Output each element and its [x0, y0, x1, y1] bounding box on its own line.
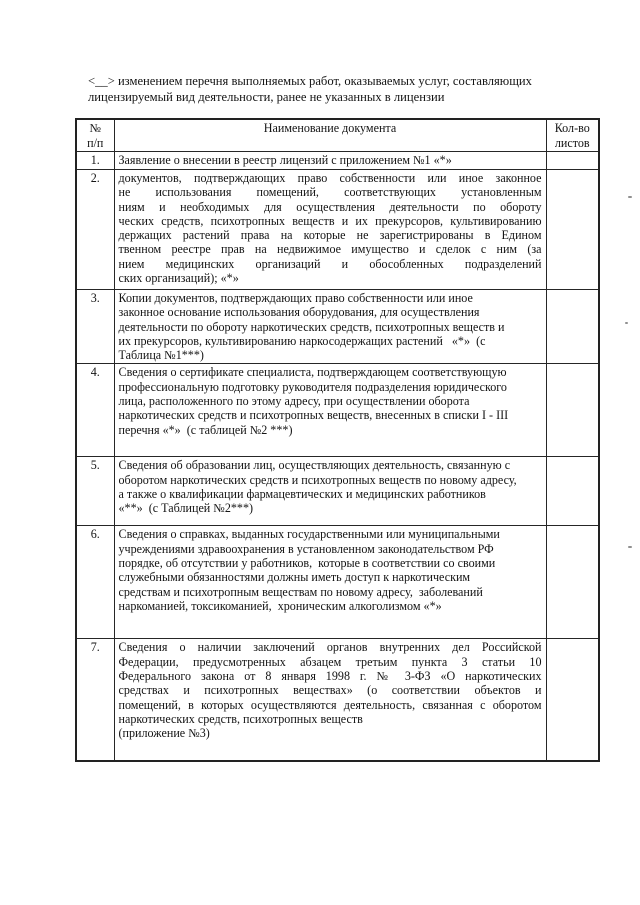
document-name-line: наркотических средств, психотропных веществ: [118, 711, 363, 726]
document-name-line: документов, подтверждающих право собственности или иное законное: [118, 171, 542, 185]
document-name-line: Сведения о наличии заключений органов внутренних дел Российской: [118, 640, 542, 655]
row-number-cell: 7.: [76, 639, 114, 761]
table-body: [76, 152, 599, 761]
table-header-row: [76, 119, 599, 152]
document-name-line: нием медицинских организаций и обособленных подразделений: [118, 256, 542, 271]
document-name-line: ниям и необходимых для осуществления деятельности по обороту: [118, 199, 542, 214]
document-name-line: «**» (с Таблицей №2***): [118, 501, 254, 516]
document-name-line: ских организаций); «*»: [118, 271, 239, 286]
scan-artifact: [628, 546, 632, 548]
document-name-line: деятельности по обороту наркотических средств, психотропных веществ и: [118, 319, 505, 334]
row-number-cell: 1.: [76, 152, 114, 170]
scan-artifact: [625, 322, 628, 324]
sheet-count-cell: [546, 290, 599, 364]
document-name-line: Федерации, предусмотренных абзацем третьим пункта 3 статьи 10: [118, 654, 542, 669]
row-number-cell: 6.: [76, 526, 114, 639]
table-row: [76, 364, 599, 457]
col-header-name: Наименование документа: [114, 119, 546, 152]
table-row: [76, 639, 599, 761]
sheet-count-cell: [546, 639, 599, 761]
document-name-line: оборотом наркотических средств и психотропных веществ по новому адресу,: [118, 472, 517, 487]
document-name-line: средствах и психотропных веществах» (о соответствии объектов и: [118, 683, 542, 698]
document-name-line: Сведения об образовании лиц, осуществляющих деятельность, связанную с: [118, 458, 511, 473]
document-name-line: перечня «*» (с таблицей №2 ***): [118, 422, 293, 437]
document-name-line: (приложение №3): [118, 726, 210, 741]
intro-text: [88, 73, 532, 105]
document-name-line: Заявление о внесении в реестр лицензий с приложением №1 «*»: [118, 153, 452, 167]
document-name-cell: [114, 457, 546, 526]
document-name-line: лица, расположенного по этому адресу, при осуществлении оборота: [118, 394, 470, 409]
row-number-cell: 4.: [76, 364, 114, 457]
document-name-cell: [114, 170, 546, 290]
sheet-count-cell: [546, 526, 599, 639]
document-name-line: Сведения о справках, выданных государственными или муниципальными: [118, 527, 500, 542]
documents-table: [75, 118, 600, 762]
document-name-line: держащих растений права на которые не зарегистрированы в Едином: [118, 228, 542, 243]
document-name-line: профессиональную подготовку руководителя подразделения юридического: [118, 379, 507, 394]
col-header-count: [546, 119, 599, 152]
col-header-num: [76, 119, 114, 152]
document-name-line: Федерального закона от 8 января 1998 г. № 3-ФЗ «О наркотических: [118, 669, 542, 684]
intro-line-2: лицензируемый вид деятельности, ранее не указанных в лицензии: [88, 89, 445, 104]
document-name-line: Таблица №1***): [118, 348, 204, 363]
document-name-cell: [114, 152, 546, 170]
document-name-line: ческих средств, психотропных веществ и их прекурсоров, культивированию: [118, 213, 542, 228]
table-row: [76, 170, 599, 290]
document-name-line: наркоманией, токсикоманией, хроническим алкоголизмом «*»: [118, 598, 442, 613]
document-name-line: служебными обязанностями должны иметь доступ к наркотическим: [118, 570, 471, 585]
intro-line-1: <__> изменением перечня выполняемых работ, оказываемых услуг, составляющих: [88, 73, 532, 88]
document-name-line: Сведения о сертификате специалиста, подтверждающем соответствующую: [118, 365, 507, 380]
document-name-line: законное основание использования оборудования, для осуществления: [118, 305, 480, 320]
document-name-line: средствам и психотропным веществам по новому адресу, заболеваний: [118, 584, 483, 599]
document-name-line: помещений, в которых осуществляются деятельность, связанная с оборотом: [118, 697, 542, 712]
scan-artifact: [628, 196, 632, 198]
document-name-line: не использования помещений, соответствующих установленным: [118, 185, 542, 200]
row-number-cell: 3.: [76, 290, 114, 364]
table-row: [76, 152, 599, 170]
document-name-cell: [114, 526, 546, 639]
col-header-num-line1: №: [89, 121, 102, 135]
sheet-count-cell: [546, 152, 599, 170]
table-row: [76, 290, 599, 364]
table-row: [76, 526, 599, 639]
document-name-line: порядке, об отсутствии у работников, которые в соответствии со своими: [118, 556, 496, 571]
sheet-count-cell: [546, 170, 599, 290]
col-header-num-line2: п/п: [87, 135, 104, 150]
document-name-line: а также о квалификации фармацевтических и медицинских работников: [118, 487, 486, 502]
col-header-count-line2: листов: [554, 135, 590, 150]
sheet-count-cell: [546, 457, 599, 526]
document-name-line: учреждениями здравоохранения в установленном законодательством РФ: [118, 541, 494, 556]
document-name-cell: [114, 639, 546, 761]
document-name-line: твенном реестре прав на недвижимое имущество и сделок с ним (за: [118, 242, 542, 257]
row-number-cell: 2.: [76, 170, 114, 290]
document-name-line: Копии документов, подтверждающих право собственности или иное: [118, 291, 473, 305]
document-name-cell: [114, 290, 546, 364]
row-number-cell: 5.: [76, 457, 114, 526]
table-row: [76, 457, 599, 526]
document-name-line: наркотических средств и психотропных веществ, внесенных в списки I - III: [118, 408, 509, 423]
document-name-line: их прекурсоров, культивированию наркосодержащих растений «*» (с: [118, 333, 486, 348]
sheet-count-cell: [546, 364, 599, 457]
document-name-cell: [114, 364, 546, 457]
col-header-count-line1: Кол-во: [554, 121, 590, 135]
